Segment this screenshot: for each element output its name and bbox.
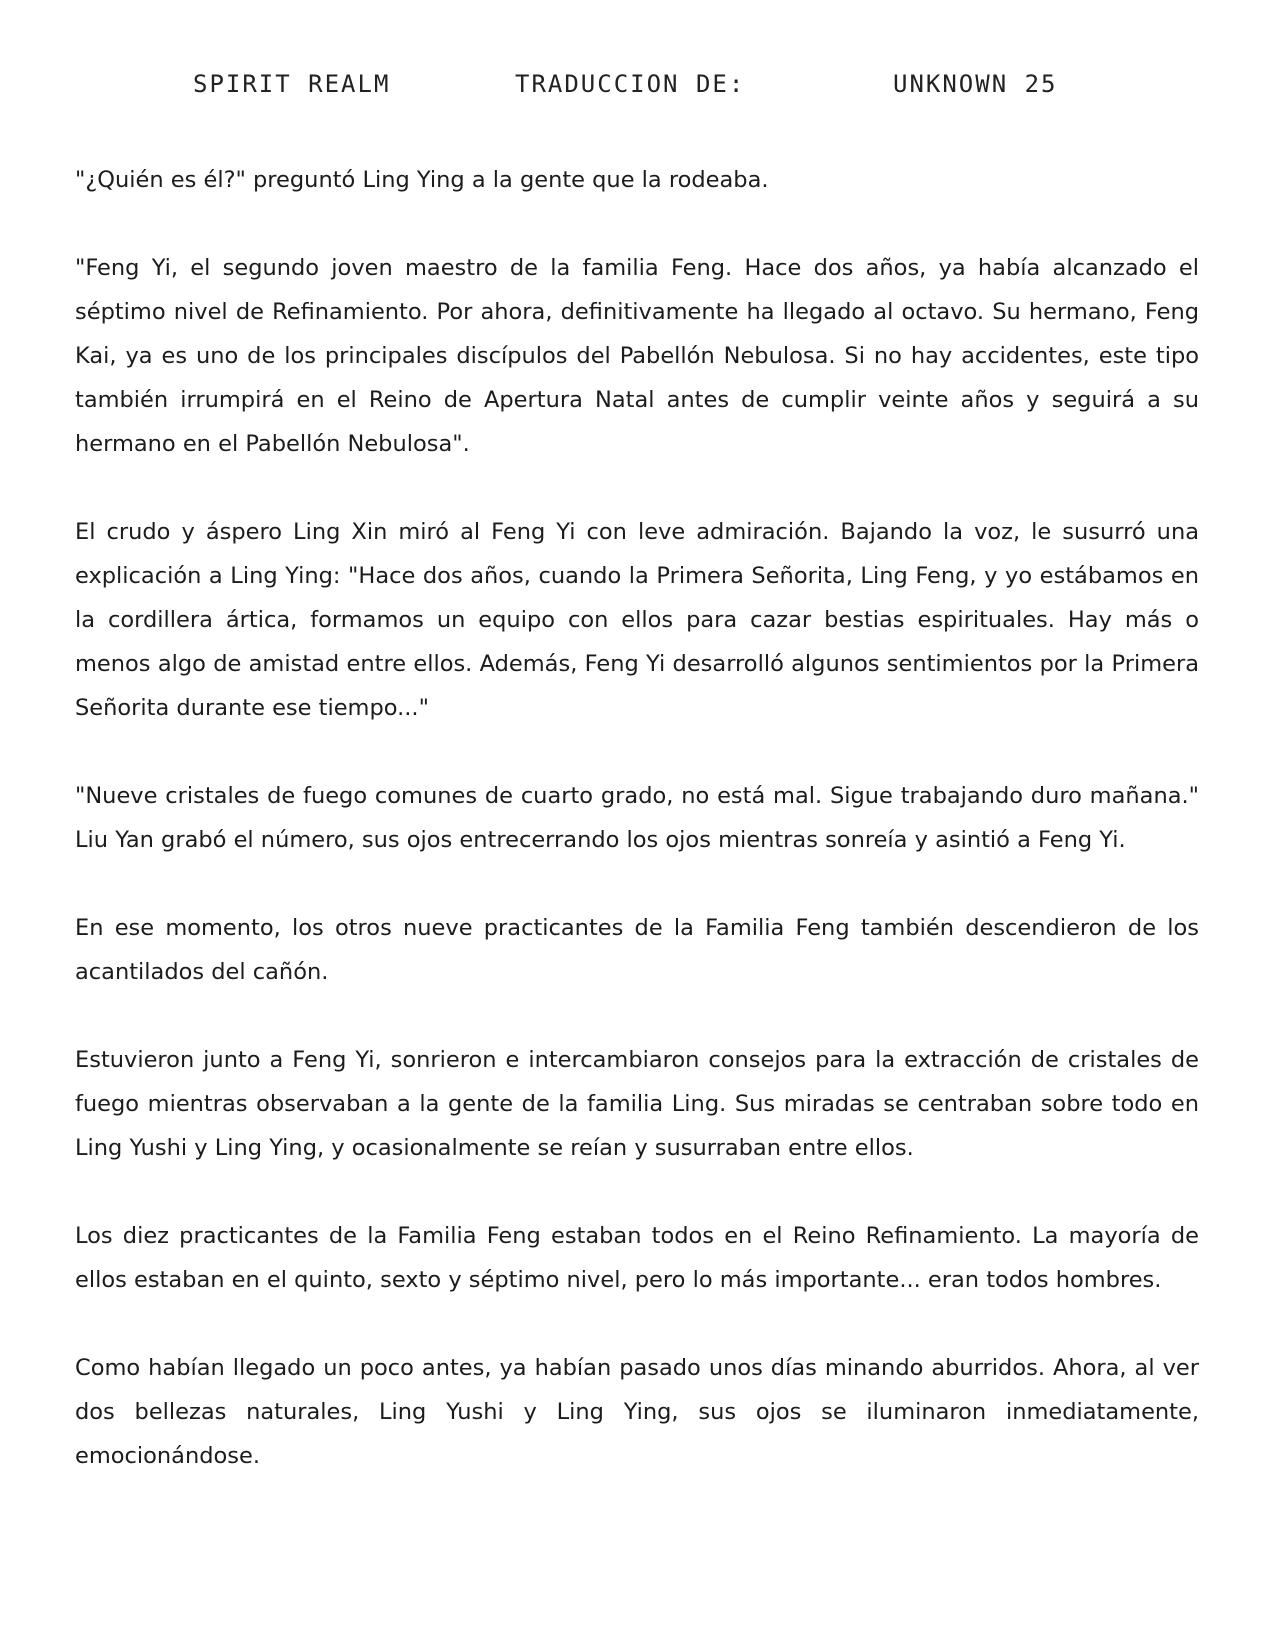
paragraph-3: El crudo y áspero Ling Xin miró al Feng Yi con leve admiración. Bajando la voz, le susurró una explicación a Ling Ying: "Hace dos años, cuando la Primera Señorita, Ling Feng, y yo estábamos en la cordillera ártica, formamos un equipo con ellos para cazar bestias espirituales. Hay más o menos algo de amistad entre ellos. Además, Feng Yi desarrolló algunos sentimientos por la Primera Señorita durante ese tiempo..." — [75, 519, 1199, 721]
page-header — [0, 70, 1275, 110]
paragraph-8: Como habían llegado un poco antes, ya habían pasado unos días minando aburridos. Ahora, al ver dos bellezas naturales, Ling Yushi y Ling Ying, sus ojos se iluminaron inmediatamente, emocionándose. — [75, 1355, 1199, 1469]
paragraph-4: "Nueve cristales de fuego comunes de cuarto grado, no está mal. Sigue trabajando duro mañana." Liu Yan grabó el número, sus ojos entrecerrando los ojos mientras sonreía y asintió a Feng Yi. — [75, 783, 1199, 853]
header-translation-label: TRADUCCION DE: — [515, 70, 746, 98]
paragraph-2: "Feng Yi, el segundo joven maestro de la familia Feng. Hace dos años, ya había alcanzado el séptimo nivel de Refinamiento. Por ahora, definitivamente ha llegado al octavo. Su hermano, Feng Kai, ya es uno de los principales discípulos del Pabellón Nebulosa. Si no hay accidentes, este tipo también irrumpirá en el Reino de Apertura Natal antes de cumplir veinte años y seguirá a su hermano en el Pabellón Nebulosa". — [75, 255, 1199, 457]
paragraph-7: Los diez practicantes de la Familia Feng estaban todos en el Reino Refinamiento. La mayoría de ellos estaban en el quinto, sexto y séptimo nivel, pero lo más importante... eran todos hombres. — [75, 1223, 1199, 1293]
paragraph-6: Estuvieron junto a Feng Yi, sonrieron e intercambiaron consejos para la extracción de cristales de fuego mientras observaban a la gente de la familia Ling. Sus miradas se centraban sobre todo en Ling Yushi y Ling Ying, y ocasionalmente se reían y susurraban entre ellos. — [75, 1047, 1199, 1161]
document-body — [75, 158, 1199, 1522]
paragraph-1: "¿Quién es él?" preguntó Ling Ying a la gente que la rodeaba. — [75, 167, 769, 193]
paragraph-5: En ese momento, los otros nueve practicantes de la Familia Feng también descendieron de los acantilados del cañón. — [75, 915, 1199, 985]
header-translator: UNKNOWN 25 — [893, 70, 1058, 98]
header-title: SPIRIT REALM — [193, 70, 391, 98]
